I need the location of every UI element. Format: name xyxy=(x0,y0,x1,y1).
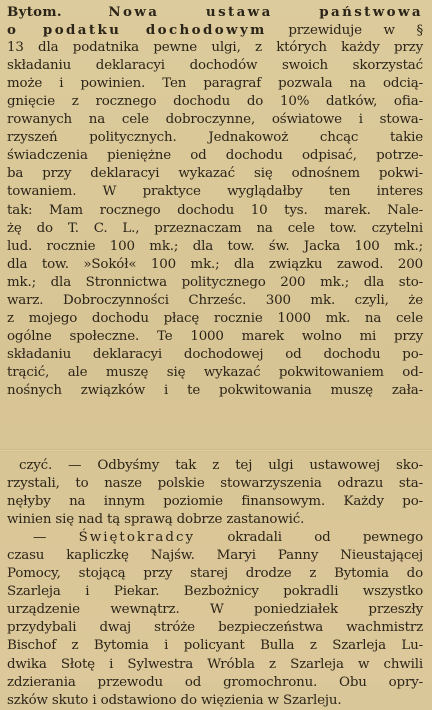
paper-fold xyxy=(0,449,432,452)
article-line: rzystali, to nasze polskie stowarzyszenia odrazu sta- xyxy=(7,476,423,492)
article-text: przewiduje w § xyxy=(266,23,423,39)
article-line: Pomocy, stojącą przy starej drodze z Bytomia do xyxy=(7,566,423,582)
dateline: Bytom. xyxy=(7,4,62,20)
article-line: dwika Słotę i Sylwestra Wróbla z Szarleja w chwili xyxy=(7,656,423,672)
article-line: może i powinien. Ten paragraf pozwala na odcią- xyxy=(7,76,423,92)
article-line: ogólne społeczne. Te 1000 marek wolno mi przy xyxy=(7,328,423,344)
article-line: winien się nad tą sprawą dobrze zastanowić. xyxy=(7,512,305,528)
article-line: lud. rocznie 100 mk.; dla tow. św. Jacka 100 mk.; xyxy=(7,238,423,254)
headline-text: o podatku dochodowym xyxy=(7,22,267,39)
article-line: rowanych na cele dobroczynne, oświatowe i stowa- xyxy=(7,112,423,128)
article-line: mk.; dla Stronnictwa politycznego 200 mk.; dla sto- xyxy=(7,274,423,290)
article-line: Szarleja i Piekar. Bezbożnicy pokradli wszystko xyxy=(7,584,423,600)
article-line: nęłyby na innym poziomie finansowym. Każdy po- xyxy=(7,494,423,510)
article-text: okradali od pewnego xyxy=(195,530,423,546)
article-line: żę do T. C. L., przeznaczam na cele tow. czytelni xyxy=(7,220,423,236)
article-line: rzyszeń politycznych. Jednakowoż chcąc takie xyxy=(7,130,423,146)
article-line xyxy=(7,529,423,547)
article-line: dla tow. »Sokół« 100 mk.; dla związku zawod. 200 xyxy=(7,256,423,272)
article-upper-column xyxy=(7,3,423,400)
article-line: z mojego dochodu płacę rocznie 1000 mk. na cele xyxy=(7,310,423,326)
article-line: tak: Mam rocznego dochodu 10 tys. marek. Nale- xyxy=(7,202,423,218)
article-lower-column xyxy=(7,457,423,710)
article-line: Bischof z Bytomia i policyant Bulla z Szarleja Lu- xyxy=(7,638,423,654)
dash: — xyxy=(33,530,79,546)
article-line: składaniu deklaracyi dochodowej od dochodu po- xyxy=(7,346,423,362)
article-line: gnięcie z rocznego dochodu do 10% datków, ofia- xyxy=(7,94,423,110)
article-line: czyć. — Odbyśmy tak z tej ulgi ustawowej sko- xyxy=(19,458,423,473)
article-line: czasu kapliczkę Najśw. Maryi Panny Nieustającej xyxy=(7,548,423,564)
article-line: towaniem. W praktyce wyglądałby ten interes xyxy=(7,184,423,200)
section-keyword: Świętokradcy xyxy=(78,530,196,546)
article-line: nośnych związków i te pokwitowania muszę zała- xyxy=(7,382,423,398)
article-line: ba przy deklaracyi wykazać się odnośnem pokwi- xyxy=(7,166,423,182)
article-line: składaniu deklaracyi dochodów swoich skorzystać xyxy=(7,58,423,74)
article-line: 13 dla podatnika pewne ulgi, z których każdy przy xyxy=(7,40,423,56)
article-line xyxy=(7,3,423,21)
article-line: trącić, ale muszę się wykazać pokwitowaniem od- xyxy=(7,364,423,380)
article-line: świadczenia pieniężne od dochodu odpisać, potrze- xyxy=(7,148,423,164)
headline-text: Nowa ustawa państwowa xyxy=(61,4,423,20)
article-line xyxy=(7,21,423,39)
article-line: przydybali dwaj stróże bezpieczeństwa wachmistrz xyxy=(7,620,423,636)
article-line: warz. Dobroczynności Chrześc. 300 mk. czyli, że xyxy=(7,292,423,308)
article-line: szków skuto i odstawiono do więzienia w Szarleju. xyxy=(7,692,342,708)
article-line: urządzenie wewnątrz. W poniedziałek przeszły xyxy=(7,602,423,618)
article-line: zdzierania przewodu od gromochronu. Obu opry- xyxy=(7,674,423,690)
